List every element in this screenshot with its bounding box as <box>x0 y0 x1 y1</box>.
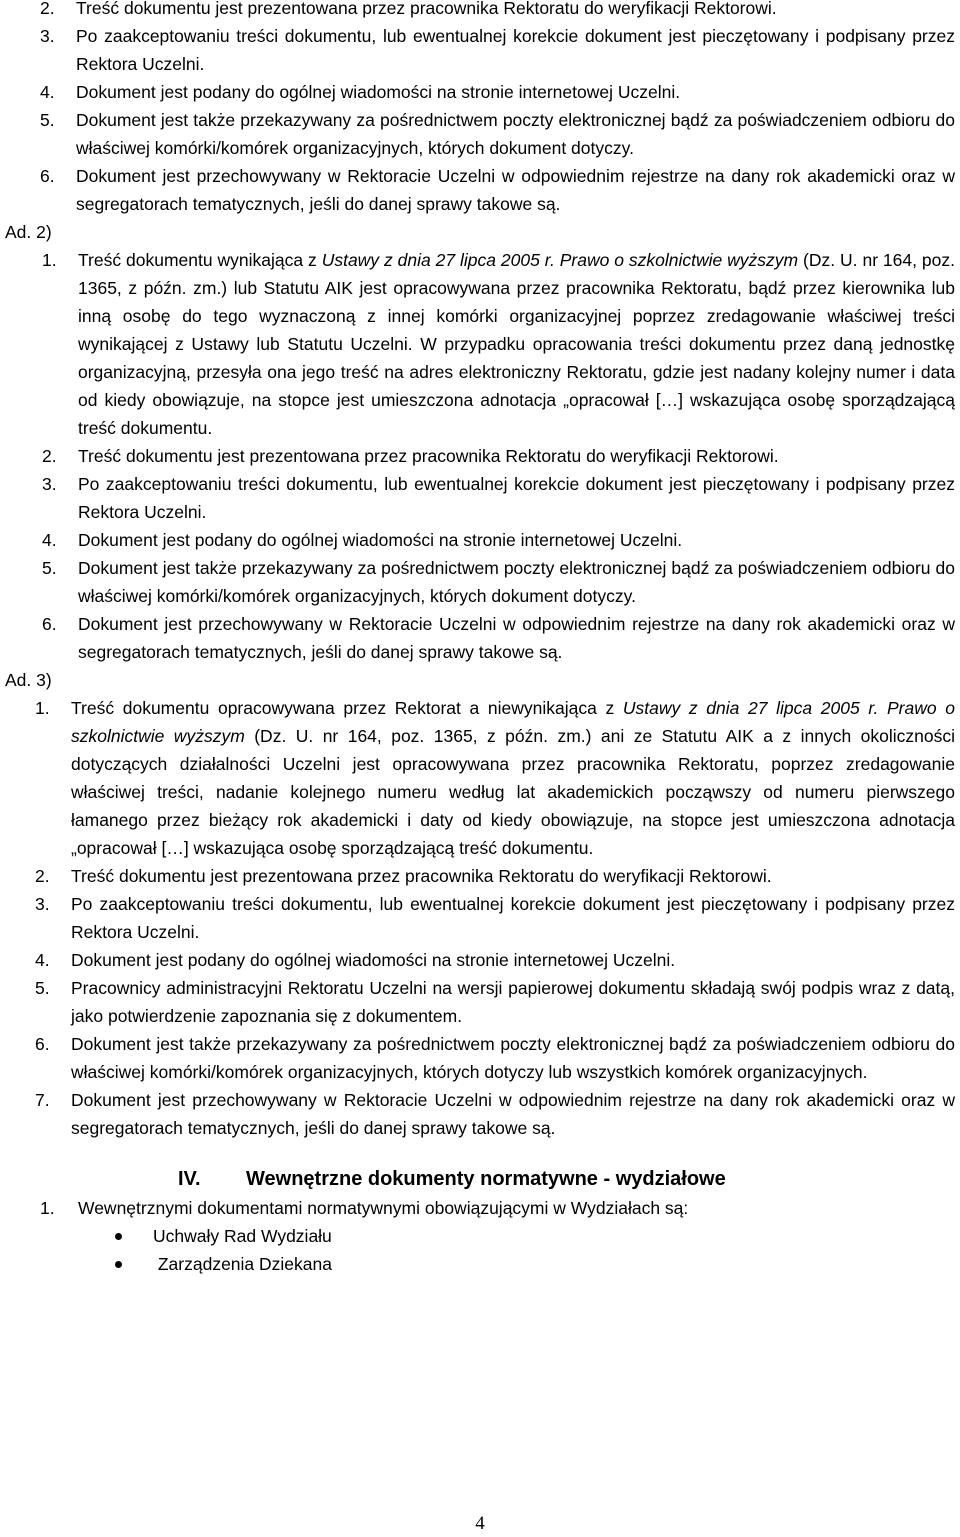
bullet-item <box>0 1250 960 1278</box>
list-item <box>42 610 955 666</box>
item-text-post: (Dz. U. nr 164, poz. 1365, z późn. zm.) lub Statutu AIK jest opracowywana przez pracownika Rektoratu, bądź przez kierownika lub inną osobę do tego wyznaczoną z innej komórki organizacyjnej poprzez zredagowanie właściwej treści wynikającej z Ustawy lub Statutu Uczelni. W przypadku opracowania treści dokumentu przez daną jednostkę organizacyjną, przesyła ona jego treść na adres elektroniczny Rektoratu, gdzie jest nadany kolejny numer i data od kiedy obowiązuje, na stopce jest umieszczona adnotacja „opracował […] wskazująca osobę sporządzającą treść dokumentu. <box>78 250 955 438</box>
list-item <box>42 470 955 526</box>
item-text: Treść dokumentu jest prezentowana przez pracownika Rektoratu do weryfikacji Rektorowi. <box>78 446 779 466</box>
statute-citation: Ustawy z dnia 27 lipca 2005 r. <box>622 698 879 718</box>
item-text: Dokument jest także przekazywany za pośrednictwem poczty elektronicznej bądź za poświadczeniem odbioru do właściwej komórki/komórek organizacyjnych, których dokument dotyczy. <box>78 558 955 606</box>
item-text: Dokument jest podany do ogólnej wiadomości na stronie internetowej Uczelni. <box>71 950 676 970</box>
statute-title: Prawo o szkolnictwie wyższym <box>71 698 955 746</box>
item-text: Dokument jest przechowywany w Rektoracie Uczelni w odpowiednim rejestrze na dany rok akademicki oraz w segregatorach tematycznych, jeśli do danej sprawy takowe są. <box>76 166 955 214</box>
list-item <box>40 0 955 22</box>
list-item <box>35 974 955 1030</box>
item-text-post: (Dz. U. nr 164, poz. 1365, z późn. zm.) ani ze Statutu AIK a z innych okoliczności dotyczących działalności Uczelni jest opracowywana przez pracownika Rektoratu, poprzez zredagowanie właściwej treści, nadanie kolejnego numeru według lat akademickich począwszy od numeru pierwszego łamanego przez bieżący rok akademicki i daty od kiedy obowiązuje, na stopce jest umieszczona adnotacja „opracował […] wskazująca osobę sporządzającą treść dokumentu. <box>71 726 955 858</box>
item-number: 1. <box>40 1198 55 1218</box>
item-text: Dokument jest podany do ogólnej wiadomości na stronie internetowej Uczelni. <box>76 82 681 102</box>
item-number: 3. <box>35 894 50 914</box>
list-item <box>40 106 955 162</box>
item-number: 4. <box>35 950 50 970</box>
item-number: 5. <box>35 978 50 998</box>
item-text-space <box>878 698 887 718</box>
item-number: 1. <box>42 250 57 270</box>
bullet-list <box>0 1222 960 1278</box>
item-number: 2. <box>42 446 57 466</box>
item-text: Wewnętrznymi dokumentami normatywnymi obowiązującymi w Wydziałach są: <box>78 1198 689 1218</box>
bullet-dot-icon <box>115 1261 122 1268</box>
section-label-ad3: Ad. 3) <box>5 670 52 690</box>
list-item <box>40 22 955 78</box>
item-number: 3. <box>42 474 57 494</box>
list-item <box>42 554 955 610</box>
statute-citation: Ustawy z dnia 27 lipca 2005 r. <box>321 250 555 270</box>
item-number: 6. <box>35 1034 50 1054</box>
list-item <box>35 862 955 890</box>
section-label-ad2: Ad. 2) <box>5 222 52 242</box>
list-item <box>40 1194 955 1222</box>
item-text: Dokument jest przechowywany w Rektoracie Uczelni w odpowiednim rejestrze na dany rok akademicki oraz w segregatorach tematycznych, jeśli do danej sprawy takowe są. <box>71 1090 955 1138</box>
item-text: Dokument jest podany do ogólnej wiadomości na stronie internetowej Uczelni. <box>78 530 683 550</box>
section-iv <box>0 1194 960 1222</box>
item-number: 1. <box>35 698 50 718</box>
item-number: 2. <box>35 866 50 886</box>
section-heading <box>0 1164 960 1194</box>
item-number: 4. <box>40 82 55 102</box>
bullet-text: Uchwały Rad Wydziału <box>153 1226 332 1246</box>
item-text-pre: Treść dokumentu opracowywana przez Rektorat a niewynikająca z <box>71 698 623 718</box>
heading-number: IV. <box>178 1168 201 1190</box>
item-number: 7. <box>35 1090 50 1110</box>
list-item <box>42 526 955 554</box>
item-text-pre: Treść dokumentu wynikająca z <box>78 250 322 270</box>
heading-title: Wewnętrzne dokumenty normatywne - wydziałowe <box>246 1168 726 1190</box>
list-item <box>35 1086 955 1142</box>
list-item <box>35 1030 955 1086</box>
statute-title: Prawo o szkolnictwie wyższym <box>559 250 799 270</box>
item-number: 6. <box>42 614 57 634</box>
section-ad2 <box>0 246 960 666</box>
item-number: 3. <box>40 26 55 46</box>
item-number: 4. <box>42 530 57 550</box>
item-text: Pracownicy administracyjni Rektoratu Uczelni na wersji papierowej dokumentu składają swój podpis wraz z datą, jako potwierdzenie zapoznania się z dokumentem. <box>71 978 955 1026</box>
page-number: 4 <box>475 1513 485 1534</box>
item-number: 2. <box>40 0 55 18</box>
bullet-dot-icon <box>115 1233 122 1240</box>
item-text: Po zaakceptowaniu treści dokumentu, lub ewentualnej korekcie dokument jest pieczętowany i podpisany przez Rektora Uczelni. <box>76 26 955 74</box>
list-item <box>40 162 955 218</box>
item-text: Po zaakceptowaniu treści dokumentu, lub ewentualnej korekcie dokument jest pieczętowany i podpisany przez Rektora Uczelni. <box>78 474 955 522</box>
item-text: Treść dokumentu jest prezentowana przez pracownika Rektoratu do weryfikacji Rektorowi. <box>76 0 777 18</box>
item-number: 5. <box>40 110 55 130</box>
item-text: Dokument jest także przekazywany za pośrednictwem poczty elektronicznej bądź za poświadczeniem odbioru do właściwej komórki/komórek organizacyjnych, których dokument dotyczy. <box>76 110 955 158</box>
list-item <box>35 946 955 974</box>
bullet-item <box>0 1222 960 1250</box>
section-ad3 <box>0 694 960 1142</box>
item-number: 6. <box>40 166 55 186</box>
bullet-text: Zarządzenia Dziekana <box>153 1254 332 1274</box>
list-item <box>42 246 955 442</box>
list-item <box>40 78 955 106</box>
list-item <box>42 442 955 470</box>
item-text: Po zaakceptowaniu treści dokumentu, lub ewentualnej korekcie dokument jest pieczętowany i podpisany przez Rektora Uczelni. <box>71 894 955 942</box>
list-item <box>35 694 955 862</box>
item-text: Dokument jest przechowywany w Rektoracie Uczelni w odpowiednim rejestrze na dany rok akademicki oraz w segregatorach tematycznych, jeśli do danej sprawy takowe są. <box>78 614 955 662</box>
item-number: 5. <box>42 558 57 578</box>
list-item <box>35 890 955 946</box>
section-ad1-continuation <box>0 0 960 218</box>
item-text: Treść dokumentu jest prezentowana przez pracownika Rektoratu do weryfikacji Rektorowi. <box>71 866 772 886</box>
item-text: Dokument jest także przekazywany za pośrednictwem poczty elektronicznej bądź za poświadczeniem odbioru do właściwej komórki/komórek organizacyjnych, których dotyczy lub wszystkich komórek organizacyjnych. <box>71 1034 955 1082</box>
